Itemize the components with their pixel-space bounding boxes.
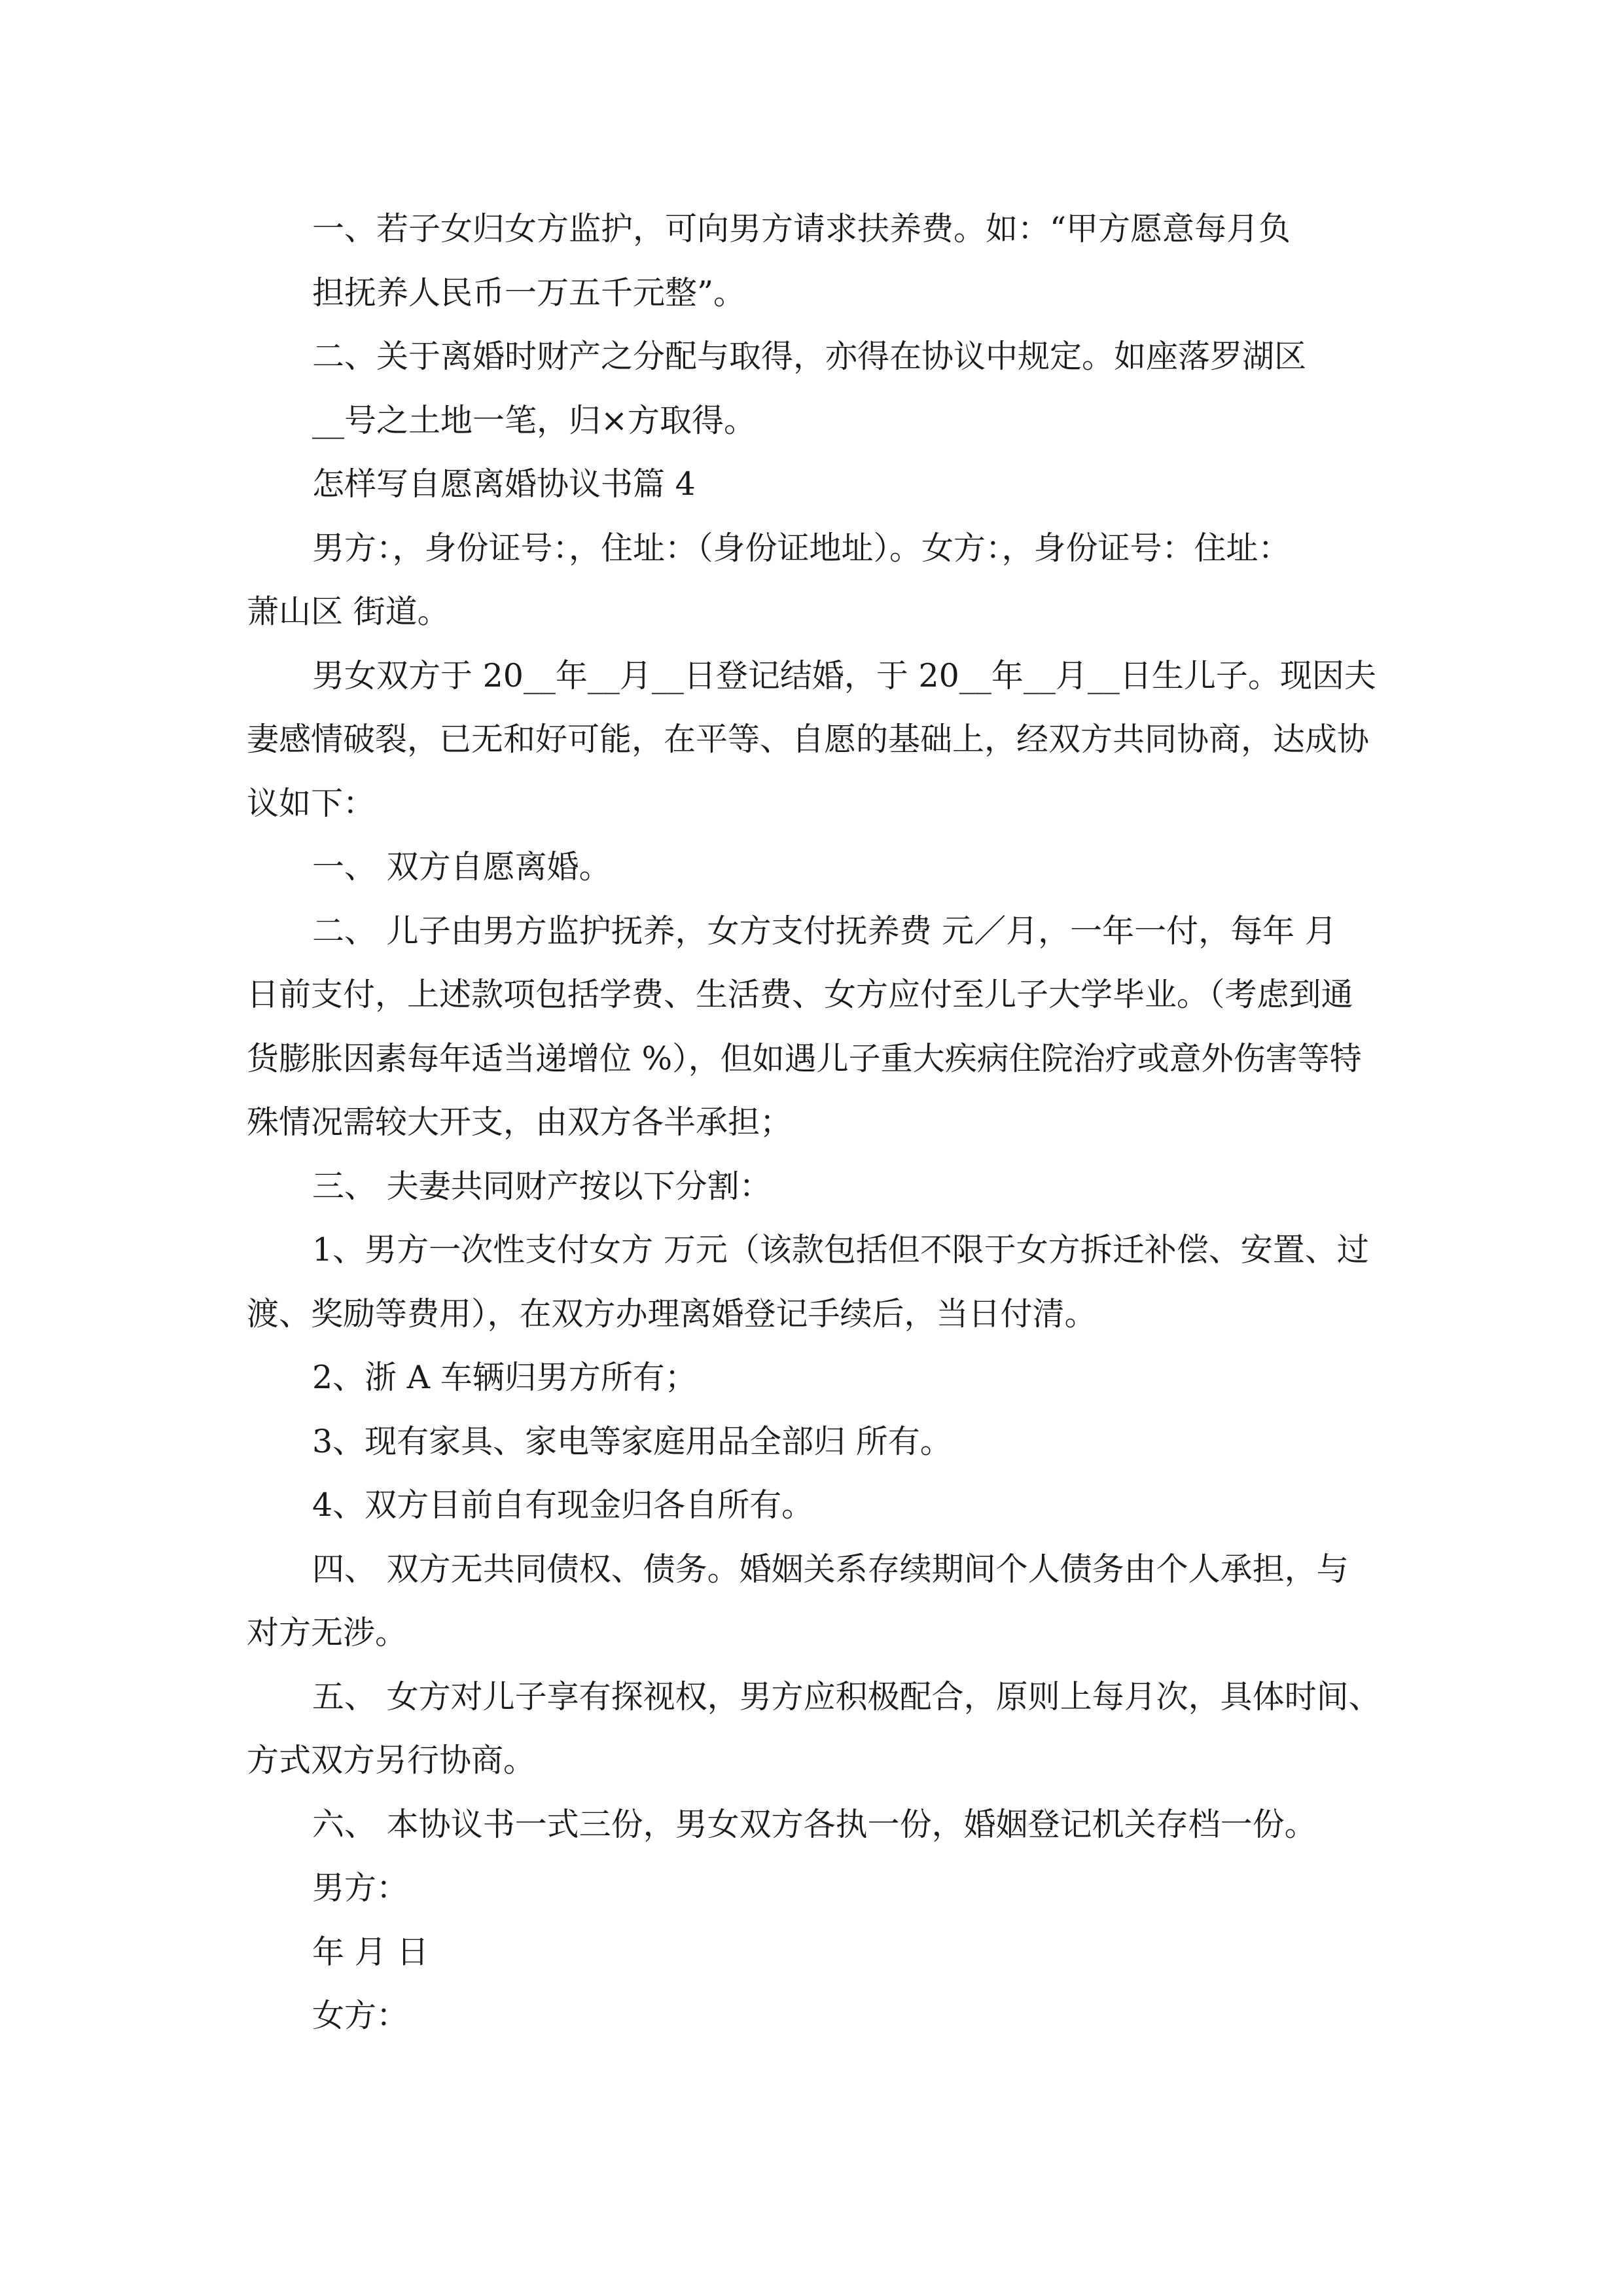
text-line: 萧山区 街道。 — [247, 593, 450, 630]
text-line: 四、 双方无共同债权、债务。婚姻关系存续期间个人债务由个人承担，与 — [312, 1551, 1349, 1588]
text-line: 三、 夫妻共同财产按以下分割： — [312, 1168, 772, 1205]
signature-label-female: 女方： — [312, 1997, 409, 2034]
text-line: 担抚养人民币一万五千元整”。 — [312, 274, 746, 312]
text-line: 渡、奖励等费用），在双方办理离婚登记手续后，当日付清。 — [247, 1295, 1097, 1333]
text-line: 3、现有家具、家电等家庭用品全部归 所有。 — [312, 1423, 952, 1460]
text-line: 二、关于离婚时财产之分配与取得，亦得在协议中规定。如座落罗湖区 — [312, 338, 1307, 375]
text-line: 妻感情破裂，已无和好可能，在平等、自愿的基础上，经双方共同协商，达成协 — [247, 721, 1370, 758]
text-line: 六、 本协议书一式三份，男女双方各执一份，婚姻登记机关存档一份。 — [312, 1806, 1317, 1843]
signature-date: 年 月 日 — [312, 1933, 429, 1971]
text-line: 五、 女方对儿子享有探视权，男方应积极配合，原则上每月次，具体时间、 — [312, 1678, 1381, 1715]
text-line: 日前支付，上述款项包括学费、生活费、女方应付至儿子大学毕业。（考虑到通 — [247, 976, 1353, 1013]
text-line: 一、 双方自愿离婚。 — [312, 848, 611, 886]
text-line: 货膨胀因素每年适当递增位 %），但如遇儿子重大疾病住院治疗或意外伤害等特 — [247, 1040, 1362, 1077]
text-line: 一、若子女归女方监护，可向男方请求扶养费。如：“甲方愿意每月负 — [312, 210, 1291, 247]
text-line: 方式双方另行协商。 — [247, 1742, 536, 1779]
text-line: 二、 儿子由男方监护抚养，女方支付抚养费 元／月，一年一付，每年 月 — [312, 912, 1337, 950]
text-line: 4、双方目前自有现金归各自所有。 — [312, 1486, 814, 1524]
text-line: 对方无涉。 — [247, 1614, 408, 1651]
text-line: __号之土地一笔，归×方取得。 — [312, 402, 757, 439]
section-heading: 怎样写自愿离婚协议书篇 4 — [312, 465, 696, 503]
text-line: 2、浙 A 车辆归男方所有； — [312, 1359, 697, 1396]
text-line: 男方：，身份证号：，住址：（身份证地址）。女方：，身份证号：住址： — [312, 529, 1291, 567]
text-line: 殊情况需较大开支，由双方各半承担； — [247, 1103, 793, 1141]
signature-label-male: 男方： — [312, 1869, 409, 1907]
text-line: 1、男方一次性支付女方 万元（该款包括但不限于女方拆迁补偿、安置、过 — [312, 1231, 1369, 1268]
text-line: 议如下： — [247, 785, 376, 822]
text-line: 男女双方于 20__年__月__日登记结婚，于 20__年__月__日生儿子。现因夫 — [312, 657, 1376, 694]
